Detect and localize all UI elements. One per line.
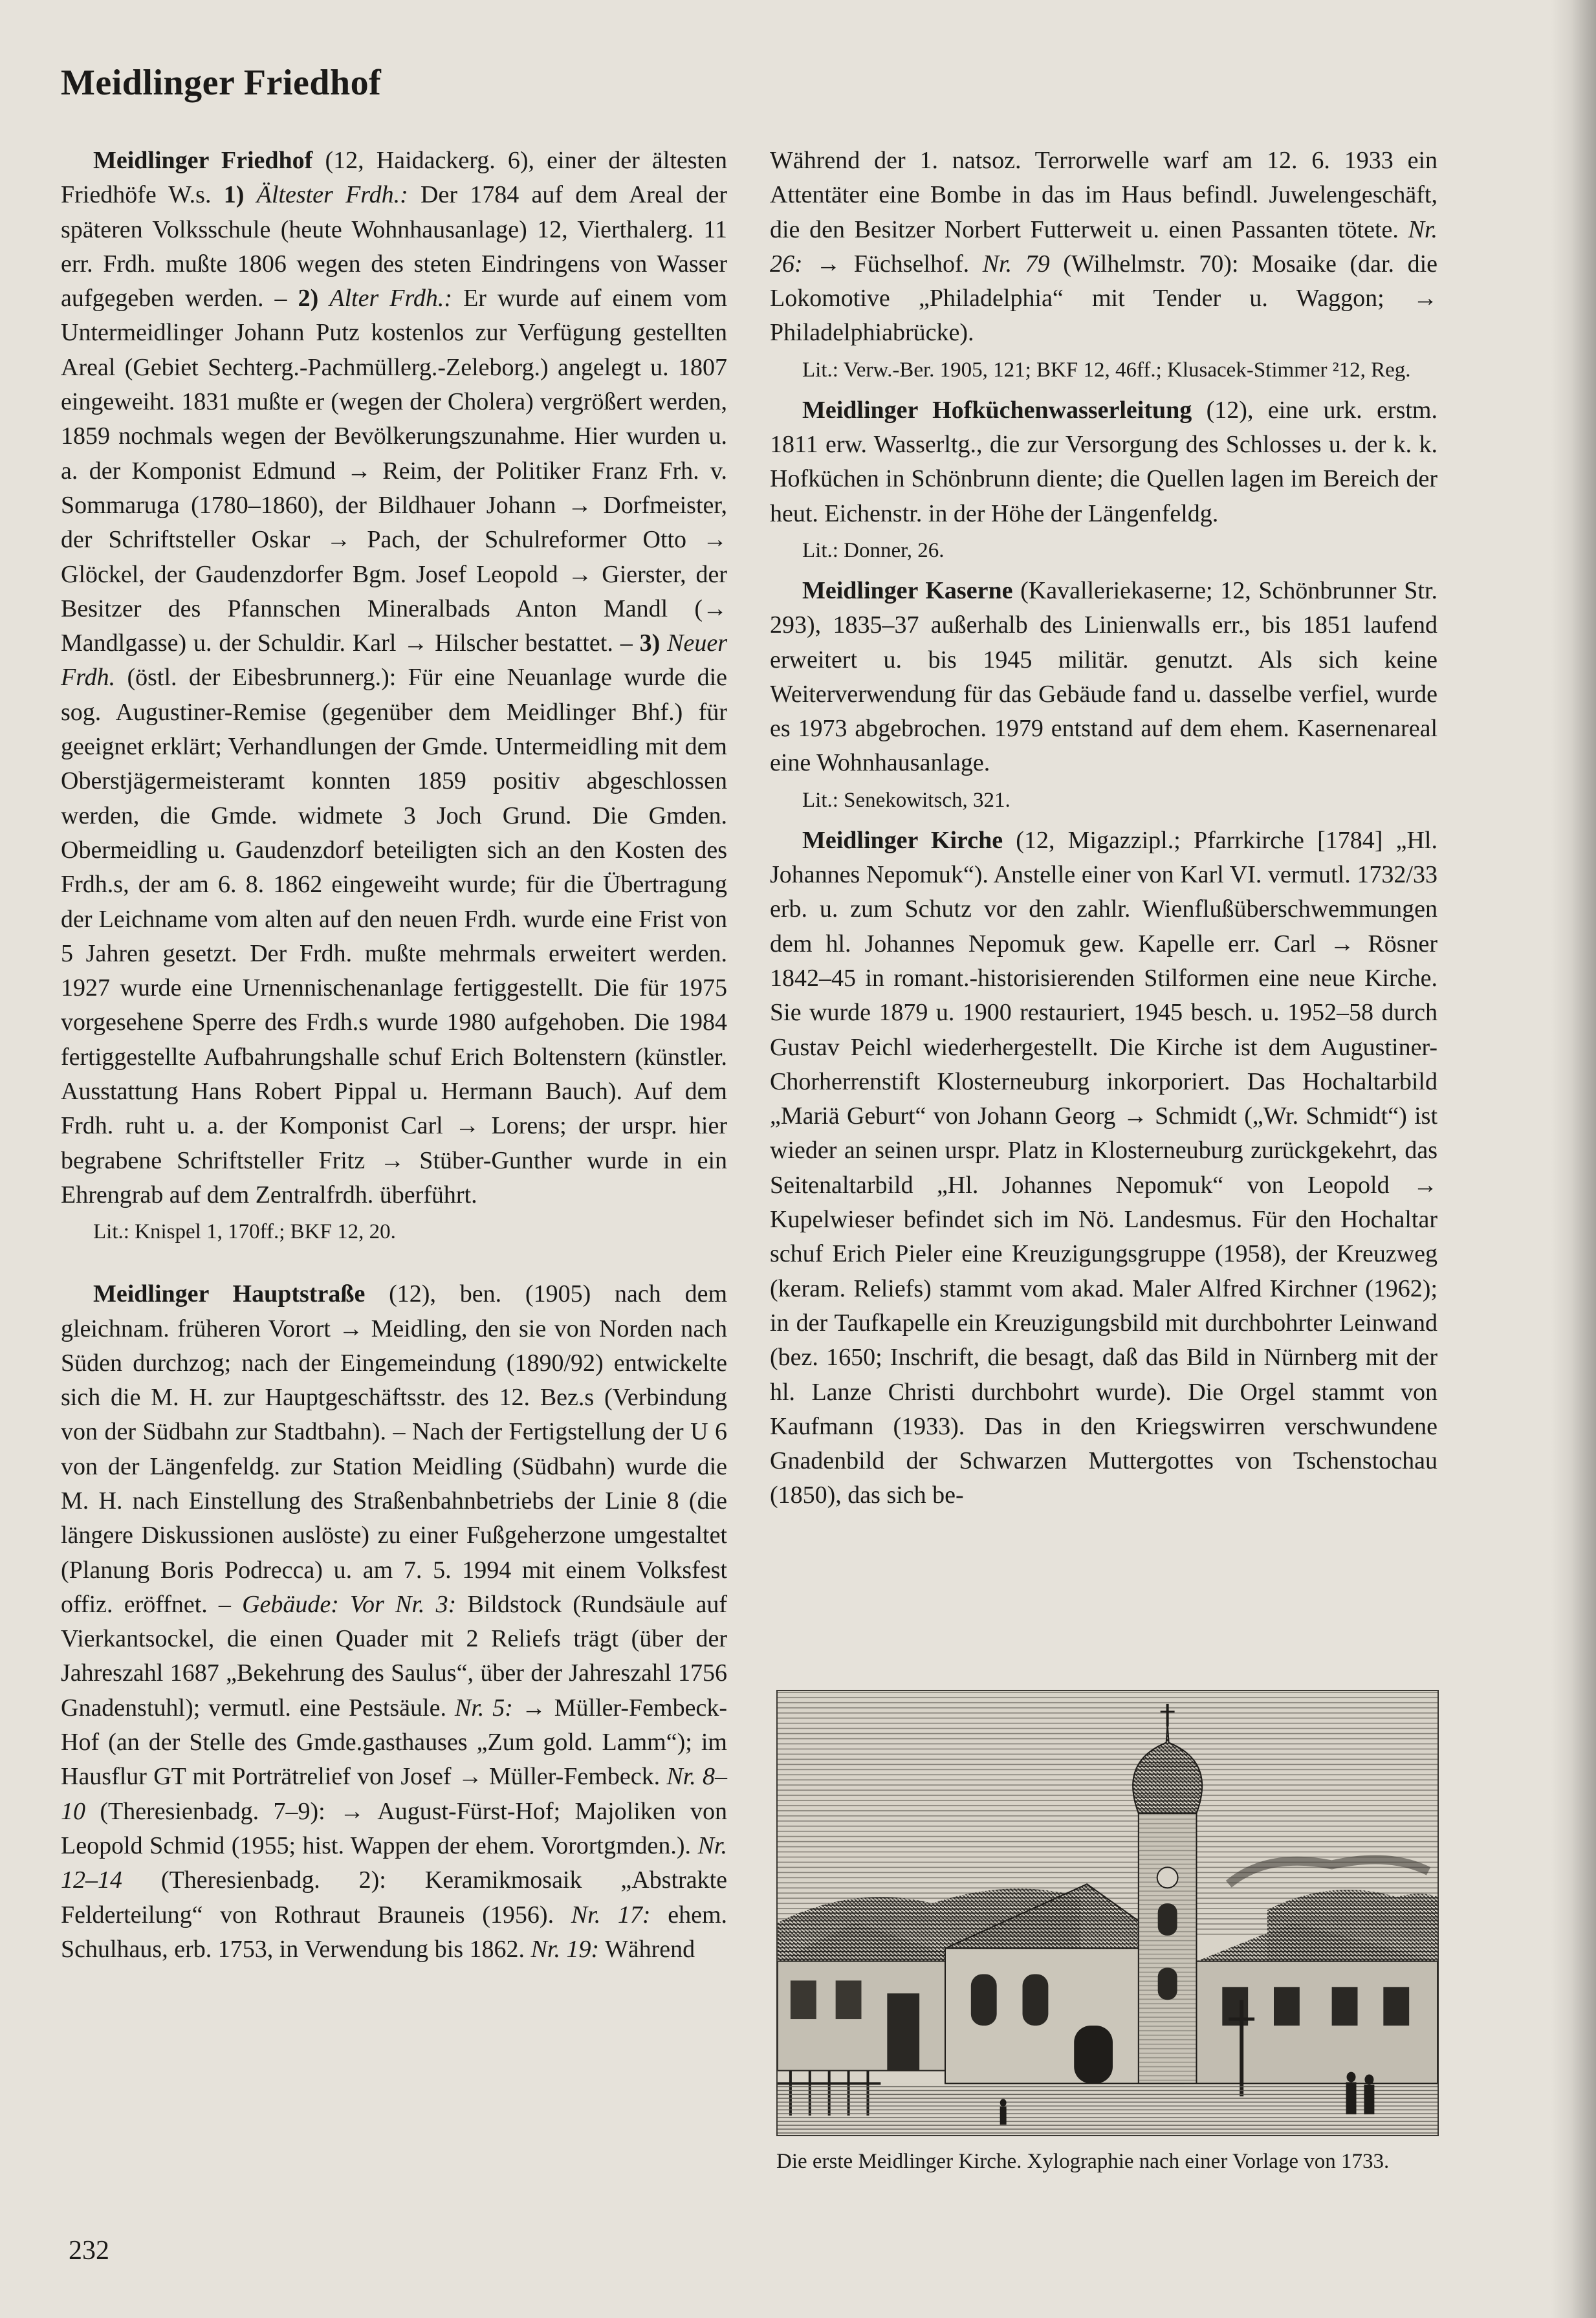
headword: Meidlinger Kaserne [802, 576, 1013, 604]
running-head: Meidlinger Friedhof [61, 63, 382, 103]
headword: Meidlinger Friedhof [93, 147, 313, 174]
entry-meidlinger-friedhof: Meidlinger Friedhof (12, Haidackerg. 6), einer der ältesten Friedhöfe W.s. 1) Ältester Frdh.: Der 1784 auf dem Areal der späteren Volksschule (heute Wohnhausanlage) 12, Vierthalerg. 11 err. Frdh. mußte 1806 wegen des steten Eindringens von Wasser aufgegeben werden. – 2) Alter Frdh.: Er wurde auf einem vom Untermeidlinger Johann Putz kostenlos zur Verfügung gestellten Areal (Gebiet Sechterg.-Pachmüllerg.-Zeleborg.) angelegt u. 1807 eingeweiht. 1831 mußte er (wegen der Cholera) vergrößert werden, 1859 nochmals wegen der Bevölkerungszunahme. Hier wurden u. a. der Komponist Edmund → Reim, der Politiker Franz Frh. v. Sommaruga (1780–1860), der Bildhauer Johann → Dorfmeister, der Schriftsteller Oskar → Pach, der Schulreformer Otto → Glöckel, der Gaudenzdorfer Bgm. Josef Leopold → Gierster, der Besitzer des Pfannschen Mineralbads Anton Mandl (→ Mandlgasse) u. der Schuldir. Karl → Hilscher bestattet. – 3) Neuer Frdh. (östl. der Eibesbrunnerg.): Für eine Neuanlage wurde die sog. Augustiner-Remise (gegenüber dem Meidlinger Bhf.) für geeignet erklärt; Verhandlungen der Gmde. Untermeidling mit dem Oberstjägermeisteramt konnten 1859 positiv abgeschlossen werden, die Gmde. widmete 3 Joch Grund. Die Gmden. Obermeidling u. Gaudenzdorf beteiligten sich an den Kosten des Frdh.s, der am 6. 8. 1862 eingeweiht wurde; für die Übertragung der Leichname vom alten auf den neuen Frdh. wurde eine Frist von 5 Jahren gesetzt. Der Frdh. mußte mehrmals erweitert werden. 1927 wurde eine Urnennischenanlage fertiggestellt. Die für 1975 vorgesehene Sperre des Frdh.s wurde 1980 aufgehoben. Die 1984 fertiggestellte Aufbahrungshalle schuf Erich Boltenstern (künstler. Ausstattung Hans Robert Pippal u. Hermann Bauch). Auf dem Frdh. ruht u. a. der Komponist Carl → Lorens; der urspr. hier begrabene Schriftsteller Fritz → Stüber-Gunther wurde in ein Ehrengrab auf dem Zentralfrdh. überführt. [61, 147, 728, 1208]
section-gap [61, 1255, 727, 1277]
church-engraving-drawing [778, 1691, 1437, 2135]
headword: Meidlinger Kirche [802, 826, 1003, 854]
left-column [61, 144, 727, 1967]
church-engraving-image [776, 1690, 1439, 2136]
literature-reference: Lit.: Knispel 1, 170ff.; BKF 12, 20. [93, 1220, 396, 1244]
entry-meidlinger-hofkuechenwasserleitung: Meidlinger Hofküchenwasserleitung (12), eine urk. erstm. 1811 erw. Wasserltg., die zur Versorgung des Schlosses u. der k. k. Hofküchen in Schönbrunn diente; die Quellen lagen im Bereich der heut. Eichenstr. in der Höhe der Längenfeldg. [770, 396, 1437, 527]
entry-meidlinger-hauptstrasse: Meidlinger Hauptstraße (12), ben. (1905) nach dem gleichnam. früheren Vorort → Meidling, den sie von Norden nach Süden durchzog; nach der Eingemeindung (1890/92) entwickelte sich die M. H. zur Hauptgeschäftsstr. des 12. Bez.s (Verbindung von der Südbahn zur Stadtbahn). – Nach der Fertigstellung der U 6 von der Längenfeldg. zur Station Meidling (Südbahn) wurde die M. H. nach Einstellung des Straßenbahnbetriebs der Linie 8 (die längere Diskussionen auslöste) zu einer Fußgeherzone umgestaltet (Planung Boris Podrecca) u. am 7. 5. 1994 mit einem Volksfest offiz. eröffnet. – Gebäude: Vor Nr. 3: Bildstock (Rundsäule auf Vierkantsockel, die einen Quader mit 2 Reliefs trägt (über der Jahreszahl 1687 „Bekehrung des Saulus“, über der Jahreszahl 1756 Gnadenstuhl); vermutl. eine Pestsäule. Nr. 5: → Müller-Fembeck-Hof (an der Stelle des Gmde.gasthauses „Zum gold. Lamm“); im Hausflur GT mit Porträtrelief von Josef → Müller-Fembeck. Nr. 8–10 (Theresienbadg. 7–9): → August-Fürst-Hof; Majoliken von Leopold Schmid (1955; hist. Wappen der ehem. Vorortgmden.). Nr. 12–14 (Theresienbadg. 2): Keramikmosaik „Abstrakte Felderteilung“ von Rothraut Brauneis (1956). Nr. 17: ehem. Schulhaus, erb. 1753, in Verwendung bis 1862. Nr. 19: Während [61, 1280, 728, 1963]
right-column [770, 144, 1437, 1513]
figure-caption: Die erste Meidlinger Kirche. Xylographie nach einer Vorlage von 1733. [776, 2150, 1390, 2173]
headword: Meidlinger Hauptstraße [93, 1280, 366, 1308]
literature-reference: Lit.: Senekowitsch, 321. [802, 788, 1011, 812]
literature-reference: Lit.: Verw.-Ber. 1905, 121; BKF 12, 46ff.; Klusacek-Stimmer ²12, Reg. [802, 358, 1411, 382]
literature-reference: Lit.: Donner, 26. [802, 538, 945, 562]
entry-meidlinger-kirche: Meidlinger Kirche (12, Migazzipl.; Pfarrkirche [1784] „Hl. Johannes Nepomuk“). Anstelle einer von Karl VI. vermutl. 1732/33 erb. u. zum Schutz vor den zahlr. Wienflußüberschwemmungen dem hl. Johannes Nepomuk gew. Kapelle err. Carl → Rösner 1842–45 in romant.-historisierenden Stilformen eine neue Kirche. Sie wurde 1879 u. 1900 restauriert, 1945 besch. u. 1952–58 durch Gustav Peichl wiederhergestellt. Die Kirche ist dem Augustiner-Chorherrenstift Klosterneuburg inkorporiert. Das Hochaltarbild „Mariä Geburt“ von Johann Georg → Schmidt („Wr. Schmidt“) ist wieder an seinen urspr. Platz in Klosterneuburg zurückgekehrt, das Seitenaltarbild „Hl. Johannes Nepomuk“ von Leopold → Kupelwieser befindet sich im Nö. Landesmus. Für den Hochaltar schuf Erich Pieler eine Kreuzigungsgruppe (1958), der Kreuzweg (keram. Reliefs) stammt vom akad. Maler Alfred Kirchner (1962); in der Taufkapelle ein Kreuzigungsbild mit durchbohrter Leinwand (bez. 1650; Inschrift, die besagt, daß das Bild in Nürnberg mit der hl. Lanze Christi durchbohrt wurde). Die Orgel stammt von Kaufmann (1933). Das in den Kriegswirren verschwundene Gnadenbild der Schwarzen Muttergottes von Tschenstochau (1850), das sich be- [770, 826, 1437, 1509]
headword: Meidlinger Hofküchenwasserleitung [802, 396, 1192, 424]
page-number: 232 [69, 2236, 109, 2266]
page-gutter-shadow [1551, 0, 1596, 2318]
entry-meidlinger-kaserne: Meidlinger Kaserne (Kavalleriekaserne; 12, Schönbrunner Str. 293), 1835–37 außerhalb des Linienwalls err., bis 1851 laufend erweitert u. bis 1945 militär. genutzt. Als sich keine Weiterverwendung für das Gebäude fand u. dasselbe verfiel, wurde es 1973 abgebrochen. 1979 entstand auf dem ehem. Kasernenareal eine Wohnhausanlage. [770, 576, 1437, 777]
entry-meidlinger-hauptstrasse-continued: Während der 1. natsoz. Terrorwelle warf am 12. 6. 1933 ein Attentäter eine Bombe in das im Haus befindl. Juwelengeschäft, die den Besitzer Norbert Futterweit u. einen Passanten tötete. Nr. 26: → Füchselhof. Nr. 79 (Wilhelmstr. 70): Mosaike (dar. die Lokomotive „Philadelphia“ mit Tender u. Waggon; → Philadelphiabrücke). [770, 147, 1438, 347]
column-flow-continuation: Während [599, 1935, 695, 1963]
